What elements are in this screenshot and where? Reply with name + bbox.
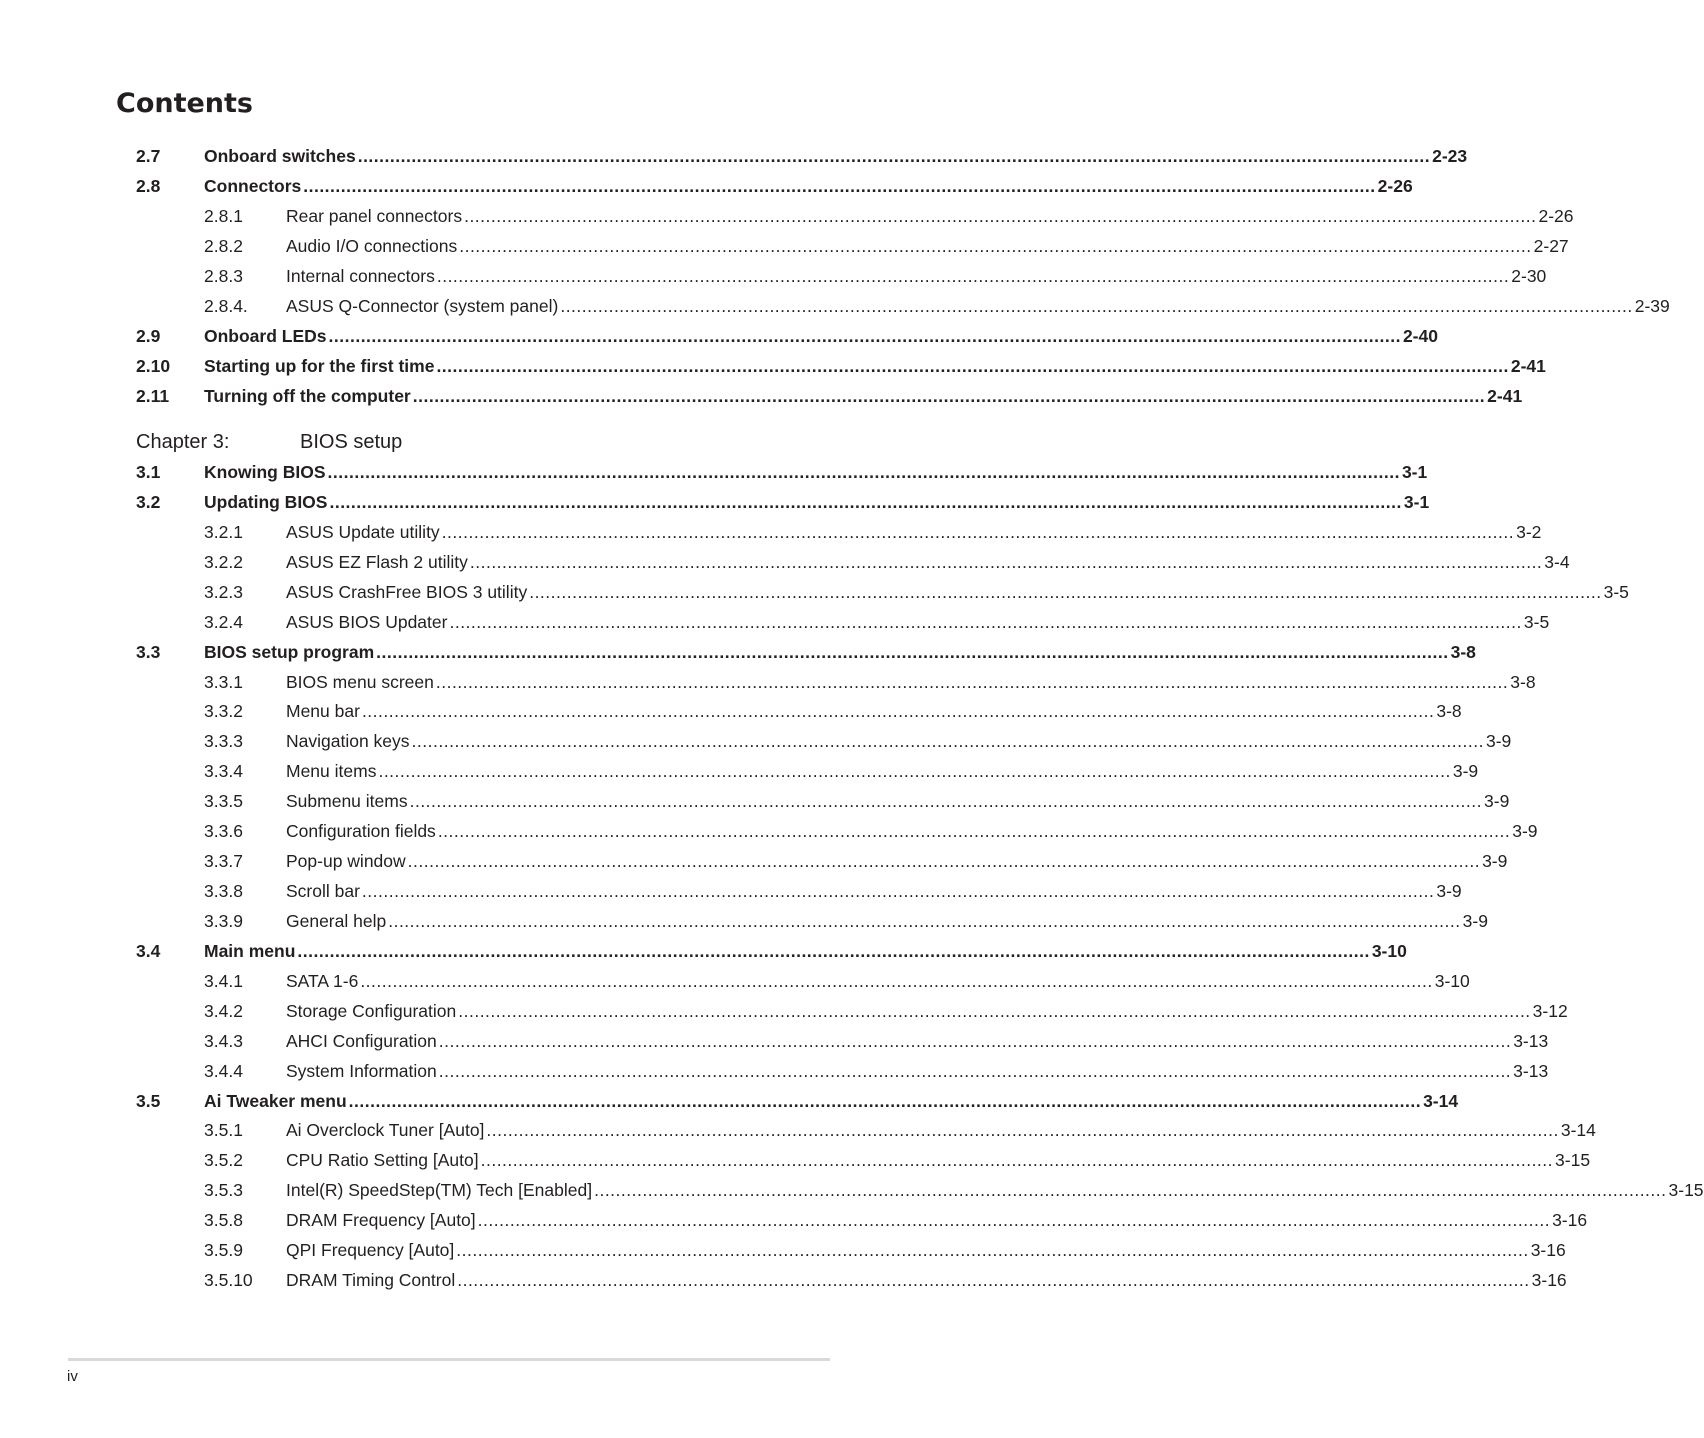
dot-leader: ........................................................................................................................................................................................................ <box>480 1150 1554 1171</box>
toc-entry-number: 3.3.5 <box>204 791 243 812</box>
toc-entry-page: 3-14 <box>1423 1090 1459 1111</box>
dot-leader: ........................................................................................................................................................................................................ <box>328 326 1401 346</box>
dot-leader: ........................................................................................................................................................................................................ <box>435 671 1509 692</box>
dot-leader: ........................................................................................................................................................................................................ <box>449 611 1522 632</box>
toc-entry-number: 3.5.10 <box>204 1270 253 1291</box>
toc-entry-number: 3.4.4 <box>204 1060 243 1081</box>
dot-leader: ........................................................................................................................................................................................................ <box>411 731 1484 752</box>
toc-entry-number: 3.5.2 <box>204 1150 243 1171</box>
toc-entry-page: 3-9 <box>1484 791 1510 812</box>
toc-entry-title: ASUS EZ Flash 2 utility <box>286 551 468 572</box>
footer-divider <box>68 1358 830 1361</box>
dot-leader: ........................................................................................................................................................................................................ <box>469 551 1543 572</box>
dot-leader: ........................................................................................................................................................................................................ <box>409 791 1483 812</box>
toc-entry-number: 3.4.2 <box>204 1000 243 1021</box>
dot-leader: ........................................................................................................................................................................................................ <box>303 176 1376 196</box>
toc-entry-number: 3.4 <box>136 940 161 961</box>
toc-entry-page: 3-12 <box>1532 1000 1568 1021</box>
toc-entry-number: 3.5.9 <box>204 1240 243 1261</box>
toc-entry-title: Turning off the computer <box>204 386 411 406</box>
toc-entry-title: Configuration fields <box>286 821 436 842</box>
toc-entry-title: Onboard LEDs <box>204 326 327 346</box>
toc-entry-page: 3-1 <box>1403 491 1430 512</box>
toc-entry-page: 2-41 <box>1487 386 1523 406</box>
toc-entry[interactable] <box>0 264 1547 288</box>
toc-entry-page: 3-9 <box>1512 821 1538 842</box>
toc-entry-page: 3-10 <box>1434 970 1470 991</box>
toc-entry-page: 2-39 <box>1634 296 1670 316</box>
toc-entry-number: 3.5.1 <box>204 1120 243 1141</box>
toc-entry-title: ASUS Q-Connector (system panel) <box>286 296 559 316</box>
toc-entry[interactable] <box>0 1118 1596 1142</box>
dot-leader: ........................................................................................................................................................................................................ <box>438 1030 1512 1051</box>
toc-entry-number: 2.10 <box>136 356 171 376</box>
dot-leader: ........................................................................................................................................................................................................ <box>329 491 1402 512</box>
toc-entry-page: 3-8 <box>1510 671 1536 692</box>
toc-entry[interactable] <box>0 670 1536 694</box>
toc-entry-title: Navigation keys <box>286 731 410 752</box>
dot-leader: ........................................................................................................................................................................................................ <box>361 701 1435 722</box>
toc-entry-title: Connectors <box>204 176 302 196</box>
toc-entry[interactable] <box>0 999 1568 1023</box>
dot-leader: ........................................................................................................................................................................................................ <box>437 821 1511 842</box>
toc-entry[interactable] <box>0 1059 1549 1083</box>
toc-entry-page: 2-27 <box>1533 236 1569 256</box>
dot-leader: ........................................................................................................................................................................................................ <box>376 641 1449 662</box>
toc-entry[interactable] <box>0 939 1407 963</box>
toc-entry[interactable] <box>0 1208 1588 1232</box>
dot-leader: ........................................................................................................................................................................................................ <box>477 1210 1551 1231</box>
toc-entry-page: 2-41 <box>1510 356 1546 376</box>
toc-entry-title: Ai Overclock Tuner [Auto] <box>286 1120 485 1141</box>
toc-entry-number: 3.4.1 <box>204 970 243 991</box>
toc-entry-page: 3-2 <box>1516 521 1542 542</box>
dot-leader: ........................................................................................................................................................................................................ <box>378 761 1451 782</box>
toc-entry-number: 3.3 <box>136 641 161 662</box>
dot-leader: ........................................................................................................................................................................................................ <box>388 910 1461 931</box>
toc-entry-title: Pop-up window <box>286 851 406 872</box>
toc-entry-number: 3.1 <box>136 462 161 482</box>
toc-entry-page: 3-13 <box>1513 1030 1549 1051</box>
toc-entry[interactable] <box>0 460 1428 484</box>
toc-entry-number: 3.2 <box>136 491 161 512</box>
toc-entry-page: 3-1 <box>1401 462 1428 482</box>
toc-entry-number: 3.5 <box>136 1090 161 1111</box>
toc-entry-title: Starting up for the first time <box>204 356 435 376</box>
toc-entry[interactable] <box>0 324 1438 348</box>
toc-entry-title: Ai Tweaker menu <box>204 1090 347 1111</box>
toc-entry-number: 3.3.2 <box>204 701 243 722</box>
toc-entry-title: Intel(R) SpeedStep(TM) Tech [Enabled] <box>286 1180 593 1201</box>
toc-entry-number: 3.3.9 <box>204 910 243 931</box>
toc-entry-page: 2-26 <box>1377 176 1413 196</box>
toc-entry-number: 3.5.8 <box>204 1210 243 1231</box>
toc-entry-number: 3.3.4 <box>204 761 243 782</box>
toc-entry-title: Main menu <box>204 940 296 961</box>
dot-leader: ........................................................................................................................................................................................................ <box>436 356 1509 376</box>
toc-entry-page: 3-8 <box>1436 701 1462 722</box>
toc-entry[interactable] <box>0 1089 1459 1113</box>
toc-entry-title: Menu items <box>286 761 377 782</box>
toc-entry[interactable] <box>0 1148 1591 1172</box>
toc-entry-title: SATA 1-6 <box>286 970 359 991</box>
toc-entry-title: BIOS setup program <box>204 641 375 662</box>
toc-entry-title: Menu bar <box>286 701 360 722</box>
toc-entry[interactable] <box>0 294 1670 318</box>
dot-leader: ........................................................................................................................................................................................................ <box>457 1270 1530 1291</box>
toc-entry-title: Scroll bar <box>286 881 360 902</box>
toc-entry-title: Knowing BIOS <box>204 462 326 482</box>
toc-entry-page: 2-23 <box>1432 146 1468 166</box>
toc-entry-title: Audio I/O connections <box>286 236 458 256</box>
toc-entry[interactable] <box>0 699 1462 723</box>
dot-leader: ........................................................................................................................................................................................................ <box>407 851 1481 872</box>
toc-entry[interactable] <box>0 384 1523 408</box>
dot-leader: ........................................................................................................................................................................................................ <box>441 521 1515 542</box>
toc-entry-number: 3.2.1 <box>204 521 243 542</box>
dot-leader: ........................................................................................................................................................................................................ <box>436 266 1510 286</box>
dot-leader: ........................................................................................................................................................................................................ <box>464 206 1537 226</box>
toc-entry-page: 3-5 <box>1523 611 1550 632</box>
toc-entry-number: 2.8.2 <box>204 236 243 256</box>
toc-entry-page: 3-10 <box>1371 940 1407 961</box>
toc-entry-page: 3-16 <box>1530 1240 1566 1261</box>
toc-entry[interactable] <box>0 490 1430 514</box>
dot-leader: ........................................................................................................................................................................................................ <box>458 1000 1531 1021</box>
toc-entry-number: 3.3.6 <box>204 821 243 842</box>
toc-entry-page: 3-13 <box>1513 1060 1549 1081</box>
dot-leader: ........................................................................................................................................................................................................ <box>529 581 1602 602</box>
toc-entry-page: 3-15 <box>1668 1180 1704 1201</box>
dot-leader: ........................................................................................................................................................................................................ <box>357 146 1431 166</box>
toc-entry-number: 2.11 <box>136 386 170 406</box>
toc-entry-page: 2-30 <box>1511 266 1547 286</box>
toc-entry[interactable] <box>0 550 1570 574</box>
toc-entry-title: QPI Frequency [Auto] <box>286 1240 455 1261</box>
toc-entry-title: Rear panel connectors <box>286 206 463 226</box>
toc-entry-number: 3.3.7 <box>204 851 243 872</box>
toc-entry-page: 3-9 <box>1436 881 1462 902</box>
toc-entry[interactable] <box>0 1268 1567 1292</box>
dot-leader: ........................................................................................................................................................................................................ <box>560 296 1633 316</box>
toc-entry-title: BIOS menu screen <box>286 671 434 692</box>
chapter-heading <box>136 429 403 455</box>
toc-entry[interactable] <box>0 1029 1549 1053</box>
toc-entry[interactable] <box>0 610 1550 634</box>
toc-entry-page: 3-9 <box>1485 731 1512 752</box>
dot-leader: ........................................................................................................................................................................................................ <box>361 881 1435 902</box>
toc-entry-page: 3-16 <box>1531 1270 1567 1291</box>
dot-leader: ........................................................................................................................................................................................................ <box>360 970 1433 991</box>
toc-entry[interactable] <box>0 174 1413 198</box>
toc-entry[interactable] <box>0 819 1538 843</box>
toc-entry-title: Updating BIOS <box>204 491 328 512</box>
toc-entry-page: 3-9 <box>1452 761 1479 782</box>
toc-entry-page: 2-40 <box>1402 326 1438 346</box>
toc-entry-number: 3.2.2 <box>204 551 243 572</box>
toc-entry-page: 3-5 <box>1603 581 1629 602</box>
toc-entry-number: 3.2.3 <box>204 581 243 602</box>
toc-entry-number: 3.2.4 <box>204 611 243 632</box>
dot-leader: ........................................................................................................................................................................................................ <box>327 462 1400 482</box>
toc-entry[interactable] <box>0 759 1479 783</box>
dot-leader: ........................................................................................................................................................................................................ <box>412 386 1486 406</box>
toc-entry[interactable] <box>0 204 1574 228</box>
toc-entry[interactable] <box>0 520 1542 544</box>
toc-entry-title: ASUS CrashFree BIOS 3 utility <box>286 581 528 602</box>
dot-leader: ........................................................................................................................................................................................................ <box>456 1240 1529 1261</box>
dot-leader: ........................................................................................................................................................................................................ <box>348 1090 1422 1111</box>
toc-entry-title: CPU Ratio Setting [Auto] <box>286 1150 479 1171</box>
page-title: Contents <box>116 88 254 119</box>
toc-entry-page: 3-4 <box>1544 551 1570 572</box>
toc-entry-number: 2.8.4. <box>204 296 248 316</box>
toc-entry-number: 3.3.8 <box>204 881 243 902</box>
toc-entry-number: 2.8.3 <box>204 266 243 286</box>
toc-entry[interactable] <box>0 354 1546 378</box>
toc-entry-page: 3-9 <box>1482 851 1508 872</box>
toc-entry-page: 3-15 <box>1555 1150 1591 1171</box>
toc-entry-title: DRAM Timing Control <box>286 1270 456 1291</box>
toc-entry[interactable] <box>0 144 1468 168</box>
chapter-label: Chapter 3: <box>136 431 230 453</box>
toc-entry-page: 3-8 <box>1450 641 1476 662</box>
toc-entry-title: AHCI Configuration <box>286 1030 437 1051</box>
toc-entry-page: 3-16 <box>1552 1210 1588 1231</box>
toc-entry-title: DRAM Frequency [Auto] <box>286 1210 476 1231</box>
chapter-name: BIOS setup <box>300 431 403 453</box>
toc-entry[interactable] <box>0 580 1629 604</box>
dot-leader: ........................................................................................................................................................................................................ <box>459 236 1532 256</box>
toc-entry-number: 2.8.1 <box>204 206 243 226</box>
toc-entry-number: 2.8 <box>136 176 161 196</box>
toc-entry[interactable] <box>0 1238 1566 1262</box>
toc-entry[interactable] <box>0 729 1512 753</box>
dot-leader: ........................................................................................................................................................................................................ <box>486 1120 1559 1141</box>
page-number: iv <box>67 1368 78 1385</box>
dot-leader: ........................................................................................................................................................................................................ <box>297 940 1370 961</box>
toc-entry-title: System Information <box>286 1060 437 1081</box>
toc-entry-page: 3-14 <box>1560 1120 1596 1141</box>
toc-entry-title: ASUS BIOS Updater <box>286 611 448 632</box>
toc-entry-title: Submenu items <box>286 791 408 812</box>
toc-entry[interactable] <box>0 640 1476 664</box>
dot-leader: ........................................................................................................................................................................................................ <box>594 1180 1667 1201</box>
toc-entry[interactable] <box>0 1178 1704 1202</box>
toc-entry-number: 2.7 <box>136 146 161 166</box>
toc-entry-title: General help <box>286 910 387 931</box>
toc-entry[interactable] <box>0 969 1470 993</box>
toc-entry-title: Onboard switches <box>204 146 356 166</box>
toc-entry[interactable] <box>0 909 1488 933</box>
toc-entry-number: 3.5.3 <box>204 1180 243 1201</box>
toc-entry-title: Storage Configuration <box>286 1000 457 1021</box>
toc-entry-number: 2.9 <box>136 326 161 346</box>
toc-entry-title: ASUS Update utility <box>286 521 440 542</box>
toc-entry-title: Internal connectors <box>286 266 435 286</box>
toc-entry[interactable] <box>0 789 1510 813</box>
toc-entry-number: 3.4.3 <box>204 1030 243 1051</box>
dot-leader: ........................................................................................................................................................................................................ <box>438 1060 1512 1081</box>
toc-entry-page: 2-26 <box>1538 206 1574 226</box>
toc-entry-page: 3-9 <box>1462 910 1488 931</box>
toc-entry[interactable] <box>0 879 1462 903</box>
toc-entry-number: 3.3.1 <box>204 671 243 692</box>
toc-entry[interactable] <box>0 234 1569 258</box>
toc-entry-number: 3.3.3 <box>204 731 243 752</box>
toc-entry[interactable] <box>0 849 1508 873</box>
